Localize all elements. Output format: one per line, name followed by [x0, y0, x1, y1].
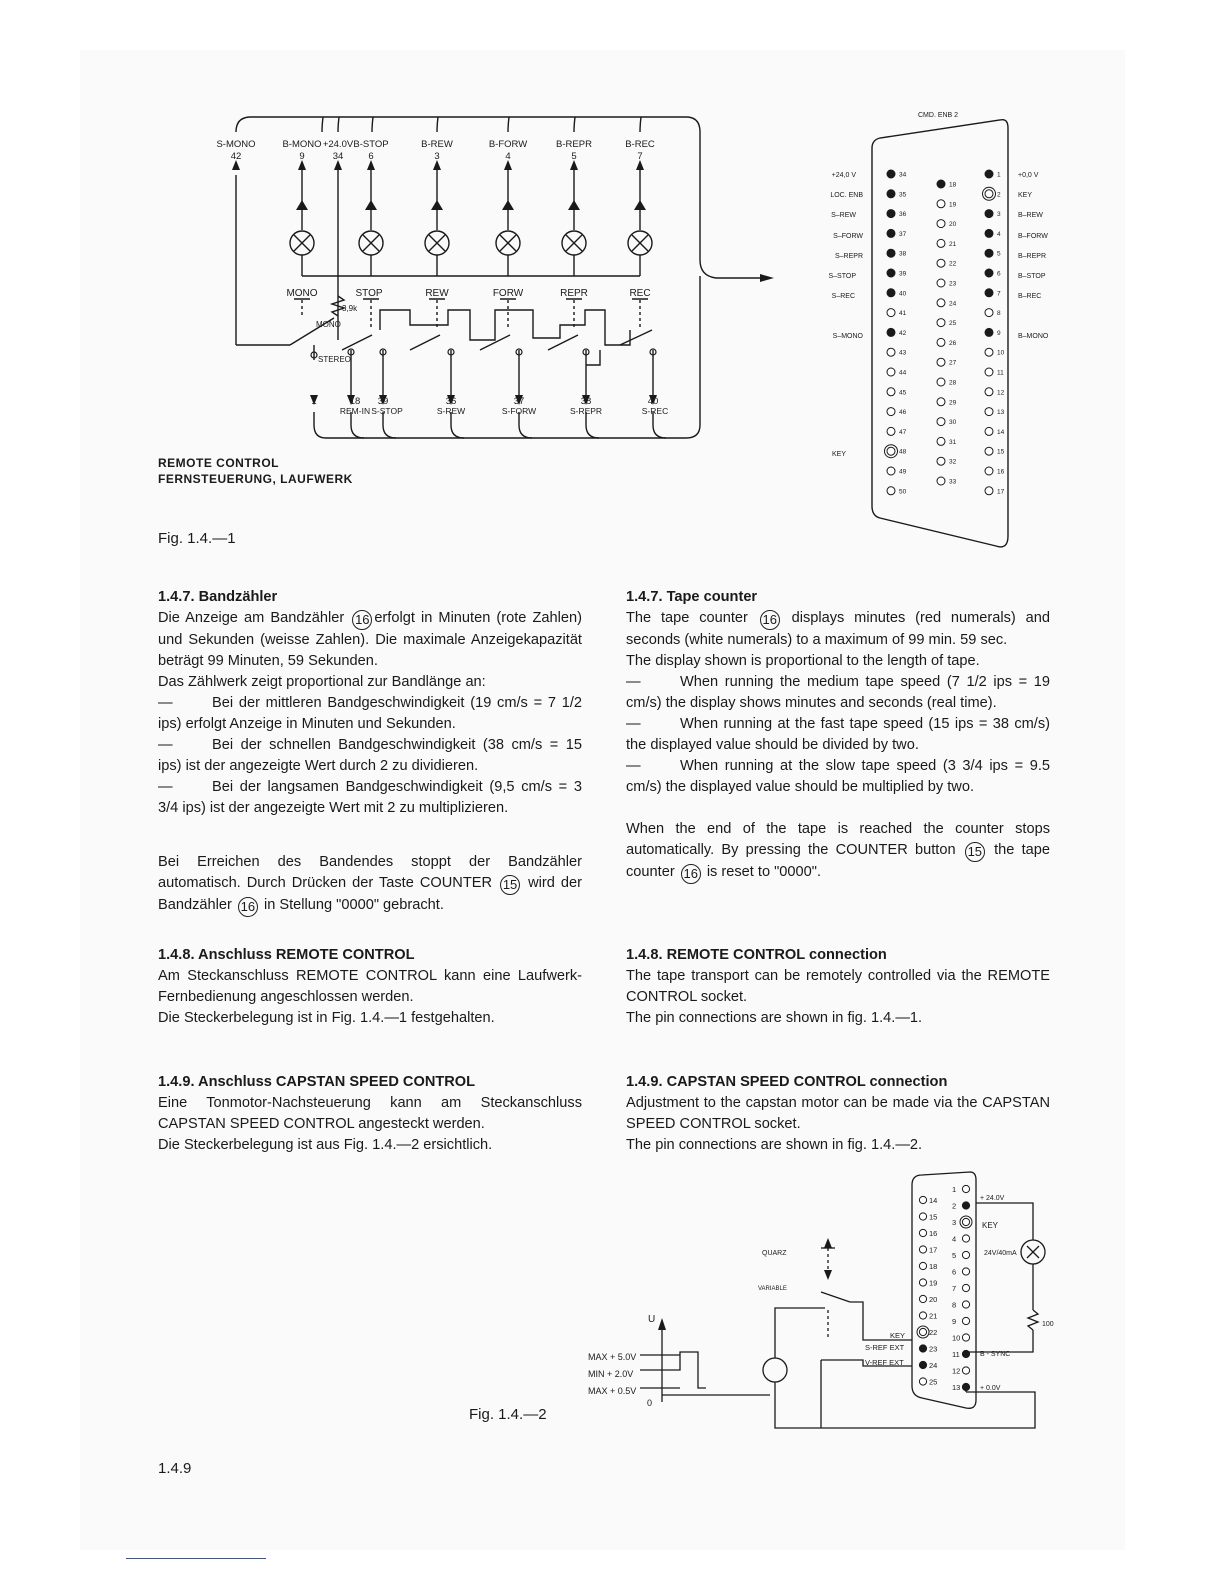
v24-label: + 24.0V — [980, 1195, 1005, 1202]
connector-pin — [937, 418, 945, 426]
pin-number: 34 — [899, 171, 907, 179]
pin-number: 10 — [997, 349, 1005, 357]
top-label: B-STOP — [353, 139, 389, 150]
callout-16: 16 — [681, 864, 701, 884]
diode-icon — [568, 200, 580, 210]
pin-number: 30 — [949, 419, 957, 427]
connector-pin — [887, 388, 895, 396]
connector-pin — [919, 1213, 926, 1220]
connector-pin — [985, 309, 993, 317]
top-pin: 7 — [637, 151, 643, 162]
connector-pin — [887, 447, 895, 455]
pin-number: 17 — [929, 1245, 938, 1255]
pin-number: 7 — [997, 290, 1001, 298]
pin-number: 23 — [929, 1344, 938, 1354]
pin-number: 41 — [899, 310, 907, 318]
bottom-pin: 38 — [580, 396, 592, 407]
switch-label: FORW — [492, 288, 524, 299]
pin-number: 1 — [952, 1185, 957, 1194]
sref-label: S-REF EXT — [865, 1343, 905, 1352]
connector-pin — [887, 487, 895, 495]
pin-number: 49 — [899, 468, 907, 476]
pin-number: 5 — [952, 1251, 957, 1260]
connector-pin — [937, 378, 945, 386]
top-pin: 4 — [505, 151, 511, 162]
pin-number: 45 — [899, 389, 907, 397]
connector-pin — [962, 1202, 969, 1209]
pin-number: 20 — [949, 221, 957, 229]
pin-number: 21 — [929, 1311, 938, 1321]
figure-caption-1: Fig. 1.4.—1 — [158, 530, 236, 547]
pin-number: 18 — [949, 181, 957, 189]
bottom-name: S-REPR — [569, 406, 603, 416]
connector-pin — [985, 190, 993, 198]
connector-pin — [937, 239, 945, 247]
pin-number: 47 — [899, 428, 907, 436]
connector-pin — [919, 1196, 926, 1203]
pin-label: S–REW — [831, 212, 856, 219]
connector-pin — [985, 408, 993, 416]
connector-pin — [985, 487, 993, 495]
pin-number: 33 — [949, 478, 957, 486]
connector-pin — [919, 1246, 926, 1253]
pin-number: 22 — [929, 1328, 938, 1337]
pin-number: 25 — [949, 320, 957, 328]
connector-pin — [962, 1367, 969, 1374]
pin-label: B–REC — [1018, 293, 1042, 300]
connector-pin — [985, 210, 993, 218]
connector-pin — [887, 427, 895, 435]
connector-50pin — [800, 100, 1060, 555]
pin-number: 26 — [949, 339, 957, 347]
pin-number: 10 — [952, 1333, 961, 1343]
figure-caption-2: Fig. 1.4.—2 — [469, 1406, 547, 1423]
bottom-name: S-STOP — [371, 406, 403, 416]
heading: 1.4.9. Anschluss CAPSTAN SPEED CONTROL — [158, 1074, 476, 1090]
bottom-name: S-FORW — [501, 406, 537, 416]
connector-pin — [985, 427, 993, 435]
connector-pin — [887, 289, 895, 297]
pin-number: 15 — [997, 448, 1005, 456]
pin-number: 3 — [952, 1218, 957, 1227]
stereo-tag: STEREO — [318, 355, 351, 364]
connector-pin — [962, 1251, 969, 1258]
connector-pin — [887, 328, 895, 336]
page-number: 1.4.9 — [158, 1460, 192, 1477]
pin-number: 14 — [929, 1196, 938, 1205]
bottom-pin: 40 — [647, 396, 659, 407]
connector-pin — [985, 368, 993, 376]
pin-number: 36 — [899, 211, 907, 219]
pin-number: 12 — [997, 389, 1005, 397]
connector-pin — [887, 467, 895, 475]
pin-number: 42 — [899, 329, 907, 337]
switch-label: REC — [629, 288, 651, 299]
connector-pin — [985, 348, 993, 356]
pin-number: 37 — [899, 230, 907, 238]
pin-number: 18 — [929, 1262, 938, 1271]
quarz-label: QUARZ — [762, 1250, 787, 1257]
pin-label: B–STOP — [1018, 273, 1046, 280]
connector-pin — [887, 249, 895, 257]
pin-number: 38 — [899, 250, 907, 258]
connector-pin — [919, 1312, 926, 1319]
connector-pin — [985, 229, 993, 237]
pin-number: 2 — [997, 191, 1001, 199]
pin-label: S–REPR — [834, 253, 863, 260]
lamp-label: 24V/40mA — [984, 1250, 1017, 1257]
section-de-capstan: 1.4.9. Anschluss CAPSTAN SPEED CONTROL Eine Tonmotor-Nachsteuerung kann am Steckanschluss CAPSTAN SPEED CONTROL angesteckt werden. Die Steckerbelegung ist aus Fig. 1.4.—2 ersichtlich. — [158, 1074, 582, 1153]
connector-pin — [962, 1334, 969, 1341]
connector-pin — [937, 437, 945, 445]
pin-number: 43 — [899, 349, 907, 357]
callout-16: 16 — [238, 897, 258, 917]
pin-number: 8 — [997, 310, 1001, 318]
pin-number: 46 — [899, 409, 907, 417]
zero-label: 0 — [647, 1398, 653, 1408]
variable-label: VARIABLE — [758, 1286, 787, 1292]
callout-15: 15 — [500, 875, 520, 895]
top-label: +24.0V — [322, 139, 354, 150]
connector-pin — [919, 1295, 926, 1302]
pin-number: 32 — [949, 458, 957, 466]
pin-label: S–MONO — [832, 333, 863, 340]
callout-15: 15 — [965, 842, 985, 862]
section-de-remote: 1.4.8. Anschluss REMOTE CONTROL Am Steckanschluss REMOTE CONTROL kann eine Laufwerk-Fernbedienung angeschlossen werden. Die Steckerbelegung ist in Fig. 1.4.—1 festgehalten. — [158, 947, 582, 1026]
pin-label: B–REW — [1018, 212, 1043, 219]
pin-number: 35 — [899, 191, 907, 199]
callout-16: 16 — [760, 610, 780, 630]
pin-number: 6 — [952, 1267, 957, 1277]
pin-number: 3 — [997, 211, 1001, 219]
callout-16: 16 — [352, 610, 372, 630]
top-label: B-MONO — [282, 139, 322, 150]
pin-number: 24 — [949, 300, 957, 308]
pin-number: 6 — [997, 270, 1001, 278]
pin-label: S–FORW — [833, 233, 863, 240]
pin-label: LOC. ENB — [830, 192, 863, 199]
top-pin: 6 — [368, 151, 374, 162]
connector-pin — [985, 328, 993, 336]
diode-icon — [431, 200, 443, 210]
switch-label: REPR — [560, 288, 588, 299]
pin-number: 14 — [997, 428, 1005, 436]
connector-pin — [919, 1361, 926, 1368]
connector-pin — [937, 299, 945, 307]
pin-number: 40 — [899, 290, 907, 298]
top-label: S-MONO — [216, 139, 256, 150]
v0-label: + 0.0V — [980, 1385, 1001, 1392]
diode-icon — [296, 200, 308, 210]
bottom-name: S-REC — [641, 406, 669, 416]
arrow-icon — [658, 1318, 666, 1330]
pin-number: 11 — [952, 1350, 960, 1359]
pin-number: 16 — [997, 468, 1005, 476]
remote-caption-line1: REMOTE CONTROL — [158, 456, 279, 470]
section-en-remote: 1.4.8. REMOTE CONTROL connection The tape transport can be remotely controlled via the REMOTE CONTROL socket. The pin connections are shown in fig. 1.4.—1. — [626, 947, 1050, 1026]
pin-number: 13 — [997, 409, 1005, 417]
remote-control-schematic — [0, 0, 780, 450]
pin-number: 39 — [899, 270, 907, 278]
connector-pin — [937, 319, 945, 327]
bottom-pin: 36 — [445, 396, 457, 407]
pin-label: B–MONO — [1018, 333, 1049, 340]
max05-label: MAX + 0.5V — [588, 1386, 637, 1396]
connector-pin — [887, 368, 895, 376]
connector-pin — [887, 269, 895, 277]
connector-pin — [985, 447, 993, 455]
connector-pin — [919, 1279, 926, 1286]
connector-pin — [962, 1317, 969, 1324]
pin-number: 20 — [929, 1295, 938, 1304]
pin-label: S–STOP — [828, 273, 856, 280]
arrow-icon — [760, 274, 774, 282]
top-pin: 5 — [571, 151, 577, 162]
section-en-capstan: 1.4.9. CAPSTAN SPEED CONTROL connection Adjustment to the capstan motor can be made via the CAPSTAN SPEED CONTROL socket. The pin connections are shown in fig. 1.4.—2. — [626, 1074, 1050, 1153]
pin-number: 7 — [952, 1284, 957, 1293]
connector-pin — [937, 477, 945, 485]
pin-number: 12 — [952, 1366, 961, 1376]
top-pin: 9 — [299, 151, 305, 162]
connector-pin — [962, 1235, 969, 1242]
pin-number: 13 — [952, 1383, 961, 1392]
top-label: B-REC — [625, 139, 655, 150]
connector-pin — [985, 289, 993, 297]
pin-label: B–FORW — [1018, 233, 1048, 240]
pin-number: 9 — [997, 329, 1001, 337]
connector-pin — [919, 1328, 926, 1335]
pin-number: 11 — [997, 369, 1004, 377]
bottom-name: S-REW — [436, 406, 466, 416]
section-en-counter: 1.4.7. Tape counter The tape counter 16 displays minutes (red numerals) and seconds (white numerals) to a maximum of 99 min. 59 sec. The display shown is proportional to the length of tape. — When running the medium tape speed (7 1/2 ips = 19 cm/s) the display shows minutes and seconds (real time). — When running at the fast tape speed (15 ips = 38 cm/s) the displayed value should be divided by two. — When running at the slow tape speed (3 3/4 ips = 9.5 cm/s) the displayed value should be multiplied by two. When the end of the tape is reached the counter stops automatically. By pressing the COUNTER button 15 the tape counter 16 is reset to "0000". — [626, 587, 1050, 884]
vref-label: V-REF EXT — [865, 1358, 904, 1367]
resistor-label: 3,9k — [342, 304, 358, 313]
diode-icon — [365, 200, 377, 210]
connector-pin — [937, 279, 945, 287]
connector-pin — [887, 210, 895, 218]
pin-number: 23 — [949, 280, 957, 288]
connector-pin — [919, 1262, 926, 1269]
bottom-pin: 1 — [311, 396, 317, 407]
connector-pin — [985, 269, 993, 277]
switch-label: REW — [425, 288, 449, 299]
pin-number: 19 — [929, 1278, 938, 1288]
connector-pin — [937, 358, 945, 366]
heading: 1.4.8. Anschluss REMOTE CONTROL — [158, 947, 415, 963]
pin-number: 17 — [997, 488, 1005, 496]
connector-pin — [937, 259, 945, 267]
pin-number: 28 — [949, 379, 957, 387]
pin-number: 4 — [997, 230, 1001, 238]
connector-pin — [985, 249, 993, 257]
connector-pin — [919, 1345, 926, 1352]
connector-pin — [887, 348, 895, 356]
pin-number: 29 — [949, 399, 957, 407]
diode-icon — [502, 200, 514, 210]
top-pin: 34 — [332, 151, 344, 162]
connector-pin — [962, 1350, 969, 1357]
pin-number: 2 — [952, 1201, 957, 1211]
key-right-label: KEY — [982, 1221, 999, 1230]
pin-number: 9 — [952, 1317, 957, 1326]
pin-number: 5 — [997, 250, 1001, 258]
connector-pin — [887, 408, 895, 416]
connector-pin — [937, 398, 945, 406]
connector-pin — [985, 388, 993, 396]
pin-number: 15 — [929, 1212, 938, 1222]
connector-pin — [962, 1268, 969, 1275]
pin-number: 21 — [949, 240, 957, 248]
connector-pin — [937, 457, 945, 465]
switch-label: STOP — [355, 288, 383, 299]
connector-pin — [985, 467, 993, 475]
diode-icon — [634, 200, 646, 210]
remote-caption-line2: FERNSTEUERUNG, LAUFWERK — [158, 472, 353, 486]
connector-pin — [962, 1284, 969, 1291]
pin-number: 19 — [949, 201, 957, 209]
connector-pin — [985, 170, 993, 178]
pin-number: 25 — [929, 1377, 938, 1387]
pin-number: 27 — [949, 359, 957, 367]
connector-pin — [962, 1185, 969, 1192]
pin-label: KEY — [1018, 192, 1033, 199]
connector-title: CMD. ENB 2 — [918, 112, 959, 119]
connector-pin — [919, 1378, 926, 1385]
max5-label: MAX + 5.0V — [588, 1352, 637, 1362]
heading: 1.4.7. Tape counter — [626, 589, 758, 605]
connector-pin — [962, 1218, 969, 1225]
pin-number: 44 — [899, 369, 907, 377]
mono-tag: MONO — [316, 320, 341, 329]
pin-number: 16 — [929, 1229, 938, 1238]
bottom-pin: 39 — [377, 396, 389, 407]
connector-pin — [937, 220, 945, 228]
capstan-schematic — [580, 1170, 1060, 1440]
bottom-pin: 18 — [349, 396, 361, 407]
top-label: B-FORW — [488, 139, 528, 150]
pin-number: 1 — [997, 171, 1001, 179]
section-de-counter: 1.4.7. Bandzähler Die Anzeige am Bandzähler 16 erfolgt in Minuten (rote Zahlen) und Sekunden (weisse Zahlen). Die maximale Anzeigekapazität beträgt 99 Minuten, 59 Sekunden. Das Zählwerk zeigt proportional zur Bandlänge an: — Bei der mittleren Bandgeschwindigkeit (19 cm/s = 7 1/2 ips) erfolgt Anzeige in Minuten und Sekunden. — Bei der schnellen Bandgeschwindigkeit (38 cm/s = 15 ips) ist der angezeigte Wert durch 2 zu dividieren. — Bei der langsamen Bandgeschwindigkeit (9,5 cm/s = 3 3/4 ips) ist der angezeigte Wert mit 2 zu multiplizieren. Bei Erreichen des Bandendes stoppt der Bandzähler automatisch. Durch Drücken der Taste COUNTER 15 wird der Bandzähler 16 in Stellung "0000" gebracht. — [158, 587, 582, 917]
pin-label: +0,0 V — [1018, 172, 1039, 179]
min2-label: MIN + 2.0V — [588, 1369, 634, 1379]
switch-label: MONO — [286, 288, 318, 299]
top-pin: 42 — [230, 151, 242, 162]
heading: 1.4.8. REMOTE CONTROL connection — [626, 947, 887, 963]
bottom-pin: 37 — [513, 396, 525, 407]
pin-number: 50 — [899, 488, 907, 496]
pin-number: 24 — [929, 1361, 938, 1370]
resistor-label: 100 — [1042, 1321, 1054, 1328]
pin-number: 22 — [949, 260, 957, 268]
footer-rule — [126, 1558, 266, 1559]
connector-pin — [887, 309, 895, 317]
pin-number: 4 — [952, 1234, 957, 1244]
connector-pin — [962, 1383, 969, 1390]
connector-pin — [887, 170, 895, 178]
key-label: KEY — [890, 1331, 906, 1340]
top-label: B-REPR — [556, 139, 592, 150]
heading: 1.4.9. CAPSTAN SPEED CONTROL connection — [626, 1074, 948, 1090]
heading: 1.4.7. Bandzähler — [158, 589, 278, 605]
top-pin: 3 — [434, 151, 440, 162]
connector-pin — [887, 229, 895, 237]
pin-number: 48 — [899, 448, 907, 456]
u-label: U — [648, 1314, 656, 1325]
pin-label: S–REC — [831, 293, 855, 300]
bottom-name: REM-IN — [339, 406, 371, 416]
connector-pin — [937, 180, 945, 188]
pin-number: 8 — [952, 1300, 957, 1310]
pin-number: 31 — [949, 438, 957, 446]
pin-label: KEY — [831, 451, 846, 458]
connector-pin — [919, 1229, 926, 1236]
connector-pin — [887, 190, 895, 198]
connector-pin — [937, 200, 945, 208]
bsync-label: B - SYNC — [980, 1351, 1011, 1358]
pin-label: B–REPR — [1018, 253, 1047, 260]
connector-pin — [962, 1301, 969, 1308]
top-label: B-REW — [421, 139, 453, 150]
pin-label: +24,0 V — [831, 172, 856, 179]
connector-pin — [937, 338, 945, 346]
